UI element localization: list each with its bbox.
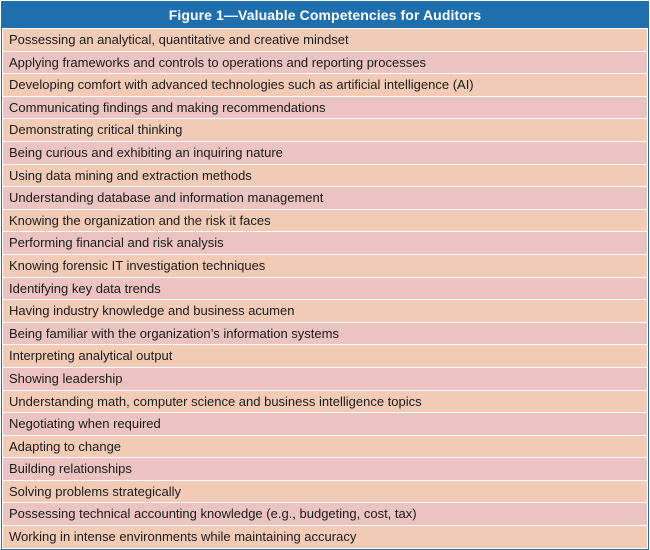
table-row: Working in intense environments while maintaining accuracy: [3, 526, 647, 548]
table-row: Showing leadership: [3, 368, 647, 390]
competencies-table: [1, 1, 649, 550]
table-row: Adapting to change: [3, 436, 647, 458]
table-row: Being curious and exhibiting an inquiring nature: [3, 142, 647, 164]
table-row: Possessing technical accounting knowledge (e.g., budgeting, cost, tax): [3, 503, 647, 525]
table-row: Negotiating when required: [3, 413, 647, 435]
table-row: Having industry knowledge and business acumen: [3, 300, 647, 322]
table-row: Possessing an analytical, quantitative and creative mindset: [3, 29, 647, 51]
table-row: Understanding math, computer science and business intelligence topics: [3, 391, 647, 413]
table-row: Knowing the organization and the risk it faces: [3, 210, 647, 232]
table-row: Demonstrating critical thinking: [3, 119, 647, 141]
table-row: Communicating findings and making recommendations: [3, 97, 647, 119]
table-row: Solving problems strategically: [3, 481, 647, 503]
table-row: Applying frameworks and controls to operations and reporting processes: [3, 52, 647, 74]
table-row: Being familiar with the organization’s information systems: [3, 323, 647, 345]
table-row: Interpreting analytical output: [3, 345, 647, 367]
table-title: Figure 1—Valuable Competencies for Auditors: [2, 2, 648, 28]
table-row: Knowing forensic IT investigation techniques: [3, 255, 647, 277]
table-row: Identifying key data trends: [3, 278, 647, 300]
table-row: Using data mining and extraction methods: [3, 165, 647, 187]
table-row: Performing financial and risk analysis: [3, 232, 647, 254]
table-row: Building relationships: [3, 458, 647, 480]
table-row: Developing comfort with advanced technologies such as artificial intelligence (AI): [3, 74, 647, 96]
table-body: [2, 29, 648, 549]
table-row: Understanding database and information management: [3, 187, 647, 209]
